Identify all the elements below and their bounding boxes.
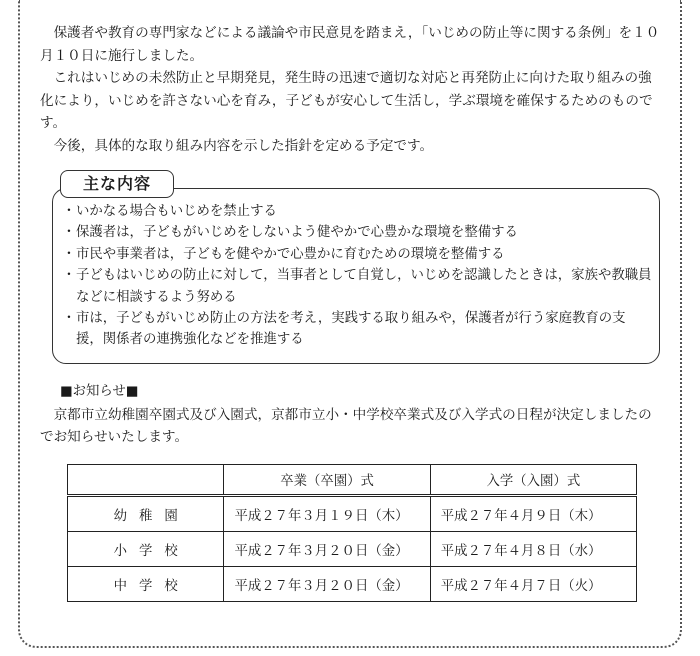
entrance-date: 平成２７年４月９日（木）	[430, 496, 636, 532]
bullet: ・	[62, 246, 76, 262]
table-header-blank	[68, 465, 224, 496]
table-row	[68, 567, 637, 602]
table-row	[68, 532, 637, 567]
school-name: 幼稚園	[68, 496, 224, 532]
intro-paragraph-2: これはいじめの未然防止と早期発見，発生時の迅速で適切な対応と再発防止に向けた取り組みの強化により，いじめを許さない心を育み，子どもが安心して生活し，学ぶ環境を確保するためのものです。	[40, 70, 653, 131]
list-item	[62, 308, 652, 351]
graduation-date: 平成２７年３月２０日（金）	[224, 567, 430, 602]
list-item-text: 子どもはいじめの防止に対して，当事者として自覚し，いじめを認識したときは，家族や教職員などに相談するよう努める	[76, 268, 652, 305]
entrance-date: 平成２７年４月７日（火）	[430, 567, 636, 602]
bullet: ・	[62, 225, 76, 241]
schedule-table	[67, 464, 637, 602]
list-item	[62, 222, 652, 243]
table-row	[68, 496, 637, 532]
school-name: 小学校	[68, 532, 224, 567]
bullet: ・	[62, 204, 76, 219]
list-item-text: 保護者は，子どもがいじめをしないよう健やかで心豊かな環境を整備する	[76, 225, 518, 241]
list-item-text: いかなる場合もいじめを禁止する	[76, 204, 277, 219]
main-content-title: 主な内容	[60, 170, 174, 198]
table-header-row	[68, 465, 637, 496]
graduation-date: 平成２７年３月１９日（木）	[224, 496, 430, 532]
school-name: 中学校	[68, 567, 224, 602]
bullet: ・	[62, 268, 76, 284]
intro-paragraph-3: 今後，具体的な取り組み内容を示した指針を定める予定です。	[53, 137, 434, 154]
notice-body: 京都市立幼稚園卒園式及び入園式，京都市立小・中学校卒業式及び入学式の日程が決定しましたのでお知らせいたします。	[40, 407, 652, 445]
entrance-date: 平成２７年４月８日（水）	[430, 532, 636, 567]
list-item-text: 市は，子どもがいじめ防止の方法を考え，実践する取り組みや，保護者が行う家庭教育の支援，関係者の連携強化などを推進する	[76, 311, 626, 348]
list-item	[62, 265, 652, 308]
notice-heading: ■お知らせ■	[60, 384, 139, 399]
intro-paragraph-1: 保護者や教育の専門家などによる議論や市民意見を踏まえ，「いじめの防止等に関する条例」を１０月１０日に施行しました。	[40, 25, 660, 64]
intro-text	[40, 22, 660, 157]
graduation-date: 平成２７年３月２０日（金）	[224, 532, 430, 567]
table-header-entrance: 入学（入園）式	[430, 465, 636, 496]
list-item	[62, 201, 652, 222]
table-header-graduation: 卒業（卒園）式	[224, 465, 430, 496]
list-item	[62, 244, 652, 265]
main-content-list	[62, 201, 652, 351]
list-item-text: 市民や事業者は，子どもを健やかで心豊かに育むための環境を整備する	[76, 246, 505, 262]
bullet: ・	[62, 311, 76, 327]
